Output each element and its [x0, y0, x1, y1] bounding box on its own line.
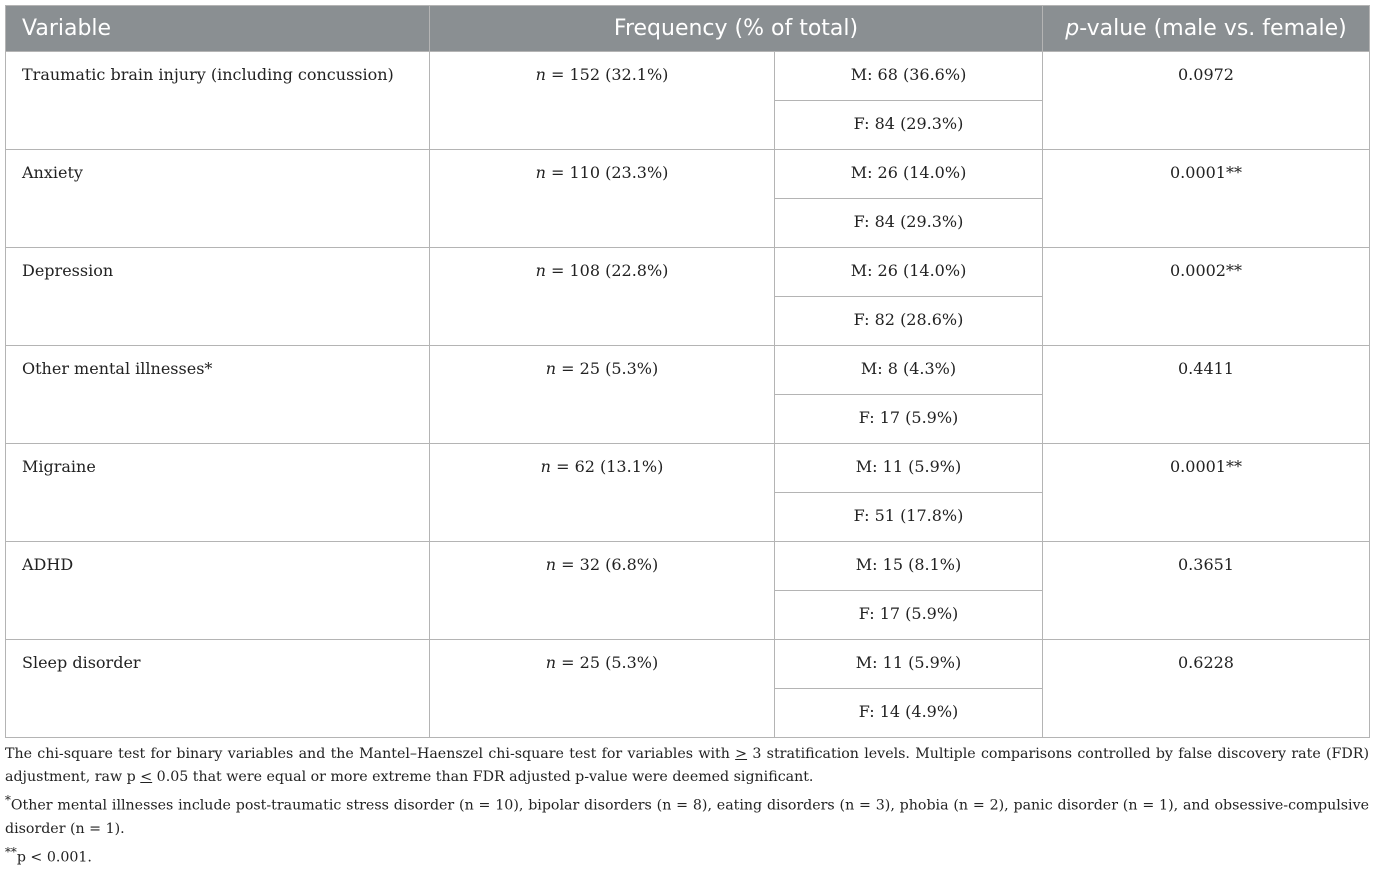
cell-female: F: 84 (29.3%): [775, 101, 1043, 150]
cell-variable: Sleep disorder: [6, 640, 430, 738]
cell-frequency: [430, 346, 775, 444]
table-row: [6, 346, 1370, 395]
footnote-ge-symbol: >: [735, 746, 748, 762]
cell-male: M: 68 (36.6%): [775, 52, 1043, 101]
header-pvalue-rest: -value (male vs. female): [1079, 16, 1347, 41]
cell-female: F: 51 (17.8%): [775, 493, 1043, 542]
header-pvalue: [1043, 6, 1370, 52]
footnote-methods-text-1: The chi-square test for binary variables and the Mantel–Haenszel chi-square test for variables with: [5, 746, 736, 762]
cell-variable: Anxiety: [6, 150, 430, 248]
results-table: [5, 5, 1370, 738]
cell-female: F: 84 (29.3%): [775, 199, 1043, 248]
cell-pvalue: 0.0972: [1043, 52, 1370, 150]
cell-frequency-n: n: [535, 65, 546, 84]
cell-frequency: [430, 52, 775, 150]
table-row: [6, 640, 1370, 689]
header-variable: Variable: [6, 6, 430, 52]
cell-male: M: 11 (5.9%): [775, 444, 1043, 493]
cell-frequency-value: = 62 (13.1%): [550, 457, 664, 476]
cell-pvalue: 0.3651: [1043, 542, 1370, 640]
cell-frequency-value: = 25 (5.3%): [556, 359, 659, 378]
cell-frequency-value: = 25 (5.3%): [556, 653, 659, 672]
footnote-mark-single: *: [5, 793, 11, 807]
cell-frequency: [430, 248, 775, 346]
cell-female: F: 82 (28.6%): [775, 297, 1043, 346]
cell-frequency-value: = 32 (6.8%): [556, 555, 659, 574]
cell-variable: ADHD: [6, 542, 430, 640]
cell-frequency: [430, 150, 775, 248]
cell-pvalue: 0.4411: [1043, 346, 1370, 444]
cell-variable: Depression: [6, 248, 430, 346]
table-header-row: [6, 6, 1370, 52]
cell-frequency-n: n: [545, 359, 557, 378]
table-row: [6, 542, 1370, 591]
header-pvalue-p: p: [1065, 16, 1080, 41]
footnote-methods: [5, 743, 1369, 789]
footnote-significance-text: p < 0.001.: [16, 849, 92, 866]
table-row: [6, 248, 1370, 297]
cell-female: F: 17 (5.9%): [775, 591, 1043, 640]
table-row: [6, 52, 1370, 101]
header-frequency: Frequency (% of total): [430, 6, 1043, 52]
footnote-other-illnesses-text: Other mental illnesses include post-traumatic stress disorder (n = 10), bipolar disorders (n = 8), eating disorders (n = 3), phobia (n = 2), panic disorder (n = 1), and obsessive-compulsive disorder (n = 1).: [5, 797, 1369, 837]
table-footnotes: [5, 743, 1369, 869]
cell-male: M: 11 (5.9%): [775, 640, 1043, 689]
cell-variable: Migraine: [6, 444, 430, 542]
footnote-methods-text-2: 3 stratification levels. Multiple comparisons controlled by false discovery rate (FDR) adjustment, raw p: [5, 746, 1369, 785]
footnote-le-symbol: <: [140, 769, 153, 785]
cell-pvalue: 0.0001**: [1043, 444, 1370, 542]
cell-frequency-n: n: [535, 163, 546, 182]
cell-female: F: 17 (5.9%): [775, 395, 1043, 444]
table-row: [6, 150, 1370, 199]
footnote-methods-text-3: 0.05 that were equal or more extreme than FDR adjusted p-value were deemed significant.: [152, 769, 814, 785]
cell-frequency-n: n: [535, 261, 546, 280]
cell-male: M: 26 (14.0%): [775, 248, 1043, 297]
cell-variable: Traumatic brain injury (including concussion): [6, 52, 430, 150]
cell-frequency-value: = 152 (32.1%): [545, 65, 669, 84]
cell-pvalue: 0.6228: [1043, 640, 1370, 738]
footnote-double-asterisk: [5, 841, 1369, 869]
cell-pvalue: 0.0001**: [1043, 150, 1370, 248]
cell-frequency-n: n: [540, 457, 551, 476]
cell-variable: Other mental illnesses*: [6, 346, 430, 444]
cell-frequency-value: = 108 (22.8%): [545, 261, 669, 280]
cell-frequency-n: n: [545, 653, 557, 672]
table-row: [6, 444, 1370, 493]
cell-frequency-n: n: [545, 555, 557, 574]
footnote-mark-double: **: [5, 844, 17, 859]
cell-frequency: [430, 640, 775, 738]
cell-frequency-value: = 110 (23.3%): [545, 163, 669, 182]
cell-frequency: [430, 542, 775, 640]
footnote-single-asterisk: [5, 789, 1369, 841]
cell-frequency: [430, 444, 775, 542]
cell-male: M: 15 (8.1%): [775, 542, 1043, 591]
cell-male: M: 26 (14.0%): [775, 150, 1043, 199]
table-container: [5, 5, 1369, 869]
cell-male: M: 8 (4.3%): [775, 346, 1043, 395]
cell-pvalue: 0.0002**: [1043, 248, 1370, 346]
cell-female: F: 14 (4.9%): [775, 689, 1043, 738]
